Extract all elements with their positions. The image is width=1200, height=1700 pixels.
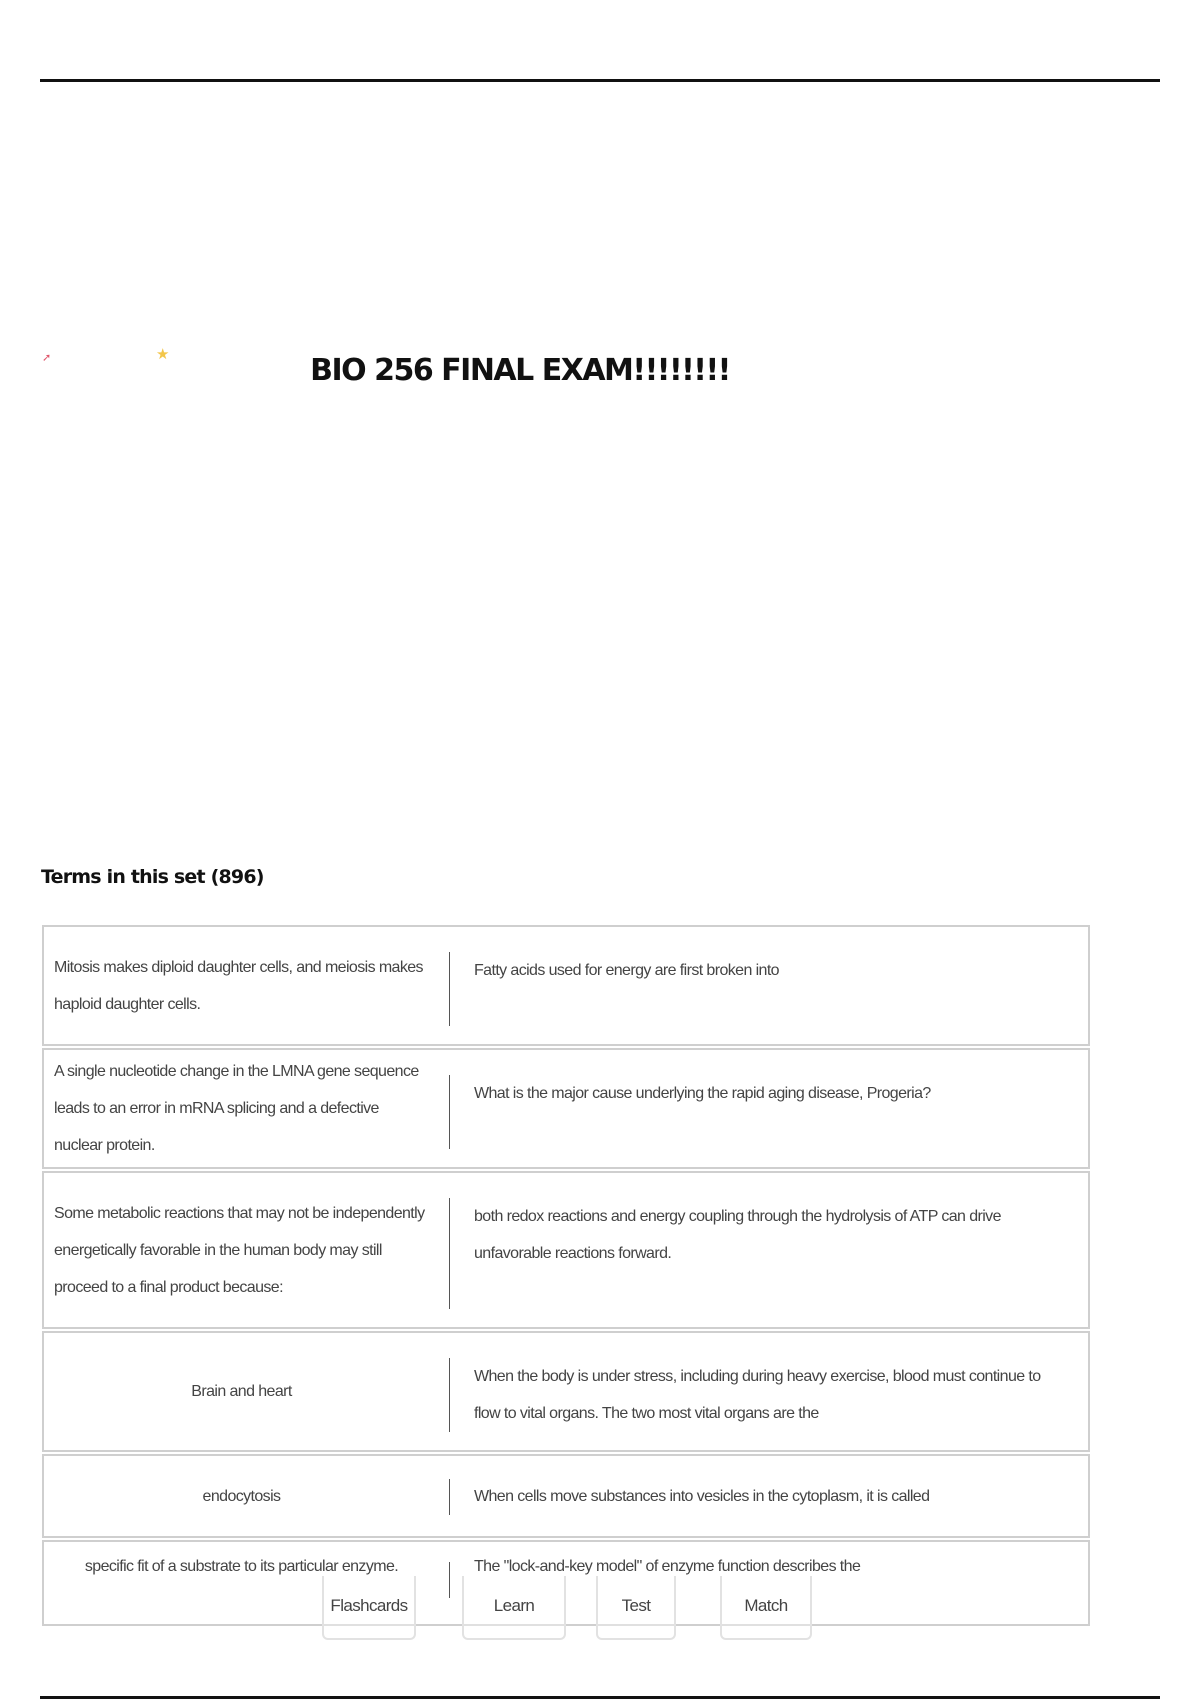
set-title: BIO 256 FINAL EXAM!!!!!!!! <box>310 353 730 388</box>
card-definition: When cells move substances into vesicles in the cytoplasm, it is called <box>474 1487 930 1505</box>
test-button[interactable]: Test <box>596 1576 676 1640</box>
term-card[interactable] <box>42 925 1090 1046</box>
term-card[interactable] <box>42 1048 1090 1169</box>
header-divider <box>40 79 1160 82</box>
terms-count-heading: Terms in this set (896) <box>41 866 264 888</box>
card-term: A single nucleotide change in the LMNA gene sequence leads to an error in mRNA splicing and a defective nuclear protein. <box>54 1063 419 1154</box>
card-divider <box>449 1479 450 1515</box>
card-divider <box>449 1198 450 1309</box>
card-definition: What is the major cause underlying the rapid aging disease, Progeria? <box>474 1085 931 1102</box>
card-definition: both redox reactions and energy coupling through the hydrolysis of ATP can drive unfavorable reactions forward. <box>474 1208 1001 1262</box>
card-term: Some metabolic reactions that may not be independently energetically favorable in the human body may still proceed to a final product because: <box>54 1204 425 1296</box>
card-divider <box>449 1358 450 1432</box>
term-card[interactable] <box>42 1454 1090 1538</box>
study-mode-bar <box>300 1576 820 1642</box>
card-term: endocytosis <box>202 1487 281 1505</box>
trending-icon: ➚ <box>42 352 52 364</box>
terms-list <box>42 925 1090 1628</box>
match-button[interactable]: Match <box>720 1576 812 1640</box>
card-definition: The "lock-and-key model" of enzyme function describes the <box>474 1557 861 1575</box>
card-definition: Fatty acids used for energy are first broken into <box>474 962 779 979</box>
card-divider <box>449 952 450 1026</box>
card-term: Mitosis makes diploid daughter cells, and meiosis makes haploid daughter cells. <box>54 958 423 1013</box>
learn-button[interactable]: Learn <box>462 1576 566 1640</box>
footer-divider <box>40 1696 1160 1699</box>
card-term: Brain and heart <box>191 1383 292 1400</box>
star-icon[interactable]: ★ <box>156 346 170 363</box>
card-term: specific fit of a substrate to its particular enzyme. <box>84 1557 399 1575</box>
term-card[interactable] <box>42 1331 1090 1452</box>
card-definition: When the body is under stress, including during heavy exercise, blood must continue to flow to vital organs. The two most vital organs are the <box>474 1368 1041 1422</box>
term-card[interactable] <box>42 1171 1090 1329</box>
card-divider <box>449 1075 450 1149</box>
flashcards-button[interactable]: Flashcards <box>322 1576 416 1640</box>
